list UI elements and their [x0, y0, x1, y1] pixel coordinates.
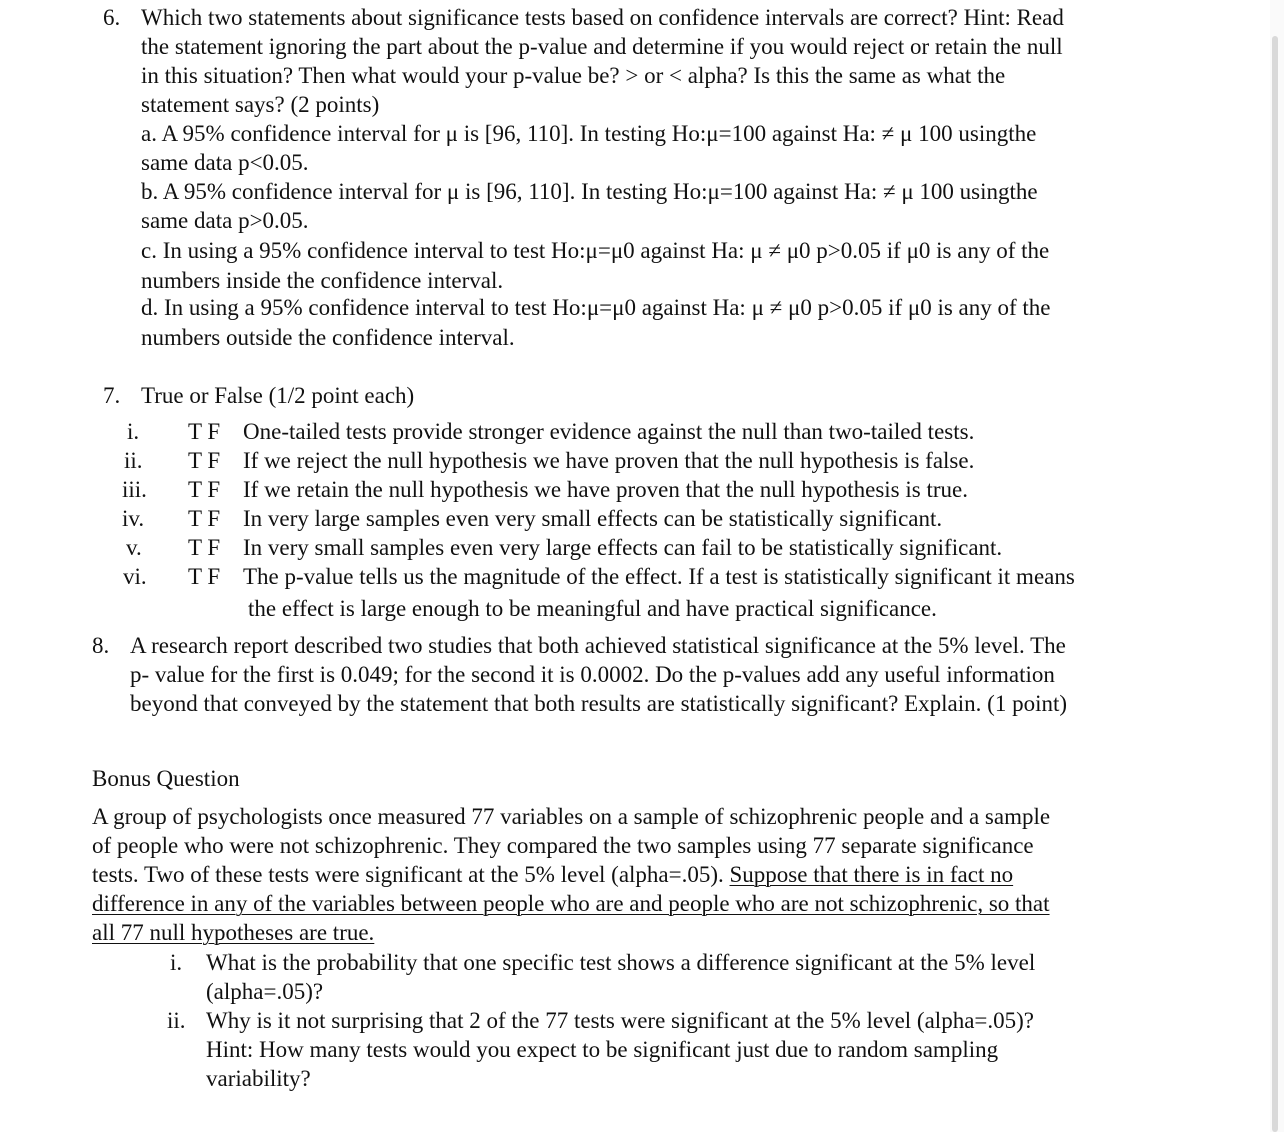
true-false-choice[interactable]: T F — [188, 419, 221, 444]
option-c-line-1: c. In using a 95% confidence interval to test Ho:μ=μ0 against Ha: μ ≠ μ0 p>0.05 if μ0 is any of the — [141, 238, 1050, 263]
question-7-title: True or False (1/2 point each) — [141, 383, 415, 408]
tf-item-text: In very small samples even very large effects can fail to be statistically significant. — [243, 535, 1003, 560]
tf-item-roman: i. — [127, 419, 140, 444]
option-a-line-2: same data p<0.05. — [141, 150, 309, 175]
option-a-line-1: a. A 95% confidence interval for μ is [96, 110]. In testing Ho:μ=100 against Ha: ≠ μ 100 usingthe — [141, 121, 1037, 146]
bonus-sub-line: variability? — [206, 1066, 311, 1091]
tf-item-roman: ii. — [124, 448, 143, 473]
bonus-sub-roman: ii. — [167, 1008, 186, 1033]
bonus-line-1: A group of psychologists once measured 77 variables on a sample of schizophrenic people and a sample — [92, 804, 1051, 829]
tf-item-roman: v. — [126, 535, 142, 560]
option-d-line-2: numbers outside the confidence interval. — [141, 325, 515, 350]
true-false-choice[interactable]: T F — [188, 448, 221, 473]
question-7-number: 7. — [103, 383, 121, 408]
option-d-line-1: d. In using a 95% confidence interval to test Ho:μ=μ0 against Ha: μ ≠ μ0 p>0.05 if μ0 is any of the — [141, 295, 1051, 320]
tf-item-text: If we retain the null hypothesis we have proven that the null hypothesis is true. — [243, 477, 968, 502]
bonus-line-3 — [92, 860, 1013, 889]
tf-item-text: The p-value tells us the magnitude of the effect. If a test is statistically significant it means — [243, 564, 1075, 589]
bonus-sub-line: Hint: How many tests would you expect to be significant just due to random sampling — [206, 1037, 999, 1062]
bonus-sub-roman: i. — [170, 950, 183, 975]
true-false-choice[interactable]: T F — [188, 535, 221, 560]
bonus-line-2: of people who were not schizophrenic. They compared the two samples using 77 separate significance — [92, 833, 1034, 858]
tf-item-text: In very large samples even very small effects can be statistically significant. — [243, 506, 943, 531]
tf-item-roman: iv. — [122, 506, 145, 531]
bonus-line-3-plain: tests. Two of these tests were significant at the 5% level (alpha=.05). — [92, 862, 730, 887]
true-false-choice[interactable]: T F — [188, 506, 221, 531]
question-8-line-2: p- value for the first is 0.049; for the second it is 0.0002. Do the p-values add any useful information — [130, 662, 1055, 687]
option-b-line-2: same data p>0.05. — [141, 208, 309, 233]
tf-item-roman: iii. — [122, 477, 147, 502]
question-6-line-3: in this situation? Then what would your p-value be? > or < alpha? Is this the same as what the — [141, 63, 1006, 88]
option-b-line-1: b. A 95% confidence interval for μ is [96, 110]. In testing Ho:μ=100 against Ha: ≠ μ 100 usingthe — [141, 179, 1038, 204]
bonus-line-4-underlined: difference in any of the variables between people who are and people who are not schizophrenic, so that — [92, 891, 1050, 916]
question-6-line-1: Which two statements about significance tests based on confidence intervals are correct? Hint: Read — [141, 5, 1064, 30]
tf-item-roman: vi. — [123, 564, 147, 589]
bonus-sub-line: (alpha=.05)? — [206, 979, 324, 1004]
question-8-line-1: A research report described two studies that both achieved statistical significance at the 5% level. The — [130, 633, 1066, 658]
bonus-line-3-underlined: Suppose that there is in fact no — [729, 862, 1014, 887]
tf-item-text: One-tailed tests provide stronger evidence against the null than two-tailed tests. — [243, 419, 975, 444]
tf-item-text: If we reject the null hypothesis we have proven that the null hypothesis is false. — [243, 448, 975, 473]
bonus-title: Bonus Question — [92, 766, 240, 791]
scrollbar-thumb[interactable] — [1272, 36, 1278, 1132]
bonus-sub-line: What is the probability that one specific test shows a difference significant at the 5% level — [206, 950, 1036, 975]
question-8-line-3: beyond that conveyed by the statement that both results are statistically significant? Explain. (1 point) — [130, 691, 1068, 716]
question-8-number: 8. — [92, 633, 110, 658]
bonus-line-5-underlined: all 77 null hypotheses are true. — [92, 920, 375, 945]
bonus-sub-line: Why is it not surprising that 2 of the 77 tests were significant at the 5% level (alpha=.05)? — [206, 1008, 1034, 1033]
question-6-number: 6. — [103, 5, 121, 30]
question-6-line-2: the statement ignoring the part about the p-value and determine if you would reject or retain the null — [141, 34, 1063, 59]
true-false-choice[interactable]: T F — [188, 564, 221, 589]
option-c-line-2: numbers inside the confidence interval. — [141, 268, 504, 293]
question-6-line-4: statement says? (2 points) — [141, 92, 380, 117]
tf-item-text-continuation: the effect is large enough to be meaningful and have practical significance. — [248, 596, 937, 621]
true-false-choice[interactable]: T F — [188, 477, 221, 502]
